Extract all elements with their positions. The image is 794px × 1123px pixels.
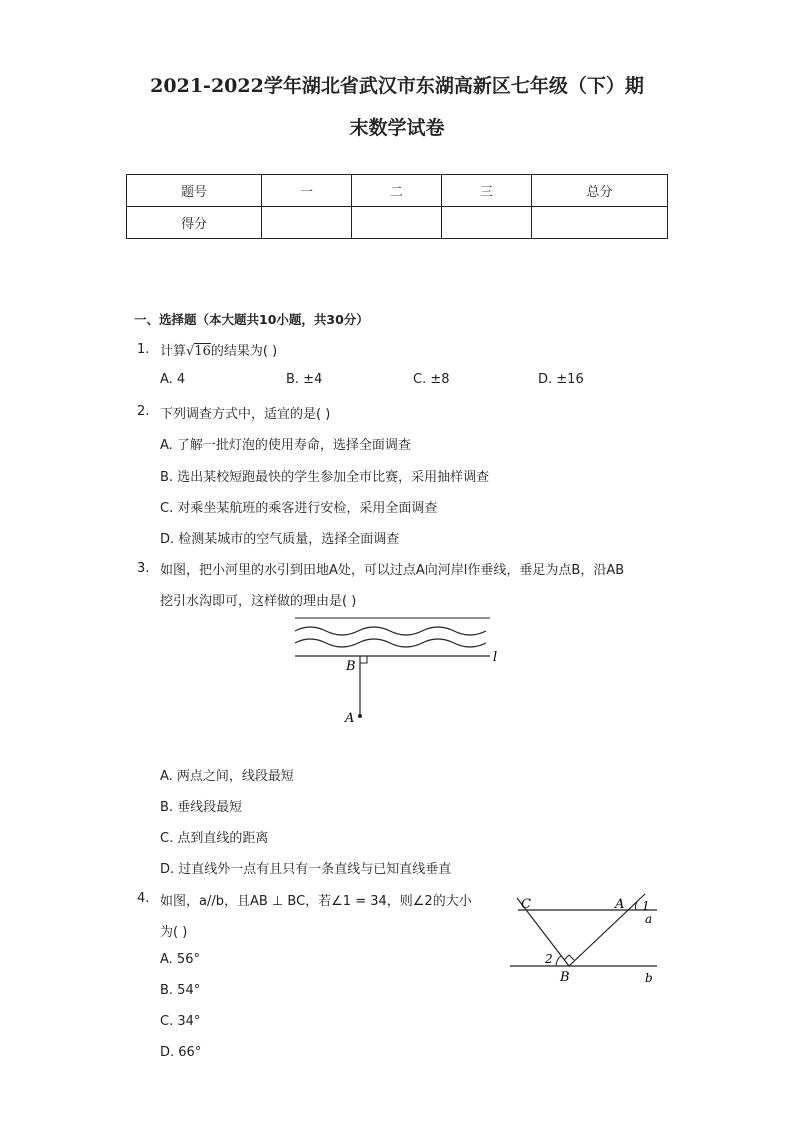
- score-cell: [352, 207, 442, 239]
- question-1-stem: [160, 340, 277, 359]
- question-1-pre: 计算: [160, 344, 187, 359]
- option-c[interactable]: C. ±8: [413, 372, 450, 387]
- option-a[interactable]: A. 56°: [160, 952, 200, 967]
- score-cell: [262, 207, 352, 239]
- question-4-line1: 如图，a//b，且AB ⊥ BC，若∠1 = 34，则∠2的大小: [160, 894, 472, 909]
- score-cell: [532, 207, 668, 239]
- radicand: 16: [194, 344, 211, 359]
- river-figure: [290, 612, 510, 727]
- option-d[interactable]: D. 过直线外一点有且只有一条直线与已知直线垂直: [160, 862, 452, 877]
- page-title-line1: 2021-2022学年湖北省武汉市东湖高新区七年级（下）期: [150, 75, 644, 97]
- option-c[interactable]: C. 点到直线的距离: [160, 831, 269, 846]
- question-3-line1: 如图，把小河里的水引到田地A处，可以过点A向河岸l作垂线，垂足为点B，沿AB: [160, 563, 625, 578]
- section-heading: 一、选择题（本大题共10小题，共30分）: [134, 312, 369, 327]
- row-label-cell: 得分: [127, 207, 262, 239]
- question-number: 2.: [137, 404, 150, 419]
- label-line-b: b: [645, 971, 653, 985]
- label-b: B: [346, 659, 356, 674]
- option-c[interactable]: C. 34°: [160, 1014, 201, 1029]
- score-table: [126, 174, 668, 239]
- label-b-point: B: [560, 970, 570, 985]
- header-cell: 题号: [127, 175, 262, 207]
- label-angle-2: 2: [545, 952, 553, 966]
- option-d[interactable]: D. ±16: [538, 372, 584, 387]
- sqrt-symbol: √: [186, 344, 195, 359]
- option-c[interactable]: C. 对乘坐某航班的乘客进行安检，采用全面调查: [160, 501, 438, 516]
- question-2-stem: 下列调查方式中，适宜的是( ): [160, 407, 331, 422]
- option-b[interactable]: B. 选出某校短跑最快的学生参加全市比赛，采用抽样调查: [160, 470, 490, 485]
- option-b[interactable]: B. 垂线段最短: [160, 800, 243, 815]
- question-1-post: 的结果为( ): [210, 344, 278, 359]
- question-number: 3.: [137, 561, 150, 576]
- question-number: 4.: [137, 891, 150, 906]
- page-title-line2: 末数学试卷: [349, 117, 445, 139]
- label-line-a: a: [645, 912, 653, 926]
- parallel-lines-figure: [505, 890, 670, 990]
- option-a[interactable]: A. 两点之间，线段最短: [160, 769, 294, 784]
- label-a: A: [345, 711, 355, 726]
- header-cell: 二: [352, 175, 442, 207]
- option-d[interactable]: D. 66°: [160, 1045, 202, 1060]
- label-l: l: [493, 650, 498, 665]
- option-a[interactable]: A. 4: [160, 372, 186, 387]
- label-c: C: [521, 897, 531, 912]
- question-3-line2: 挖引水沟即可，这样做的理由是( ): [160, 594, 357, 609]
- question-4-line2: 为( ): [160, 925, 188, 940]
- label-angle-1: 1: [642, 899, 650, 913]
- question-number: 1.: [137, 342, 150, 357]
- label-a-point: A: [615, 897, 625, 912]
- header-cell: 一: [262, 175, 352, 207]
- option-b[interactable]: B. ±4: [286, 372, 323, 387]
- header-cell: 总分: [532, 175, 668, 207]
- score-table-score-row: [127, 207, 668, 239]
- score-table-header-row: [127, 175, 668, 207]
- option-b[interactable]: B. 54°: [160, 983, 201, 998]
- option-d[interactable]: D. 检测某城市的空气质量，选择全面调查: [160, 532, 400, 547]
- option-a[interactable]: A. 了解一批灯泡的使用寿命，选择全面调查: [160, 438, 411, 453]
- score-cell: [442, 207, 532, 239]
- header-cell: 三: [442, 175, 532, 207]
